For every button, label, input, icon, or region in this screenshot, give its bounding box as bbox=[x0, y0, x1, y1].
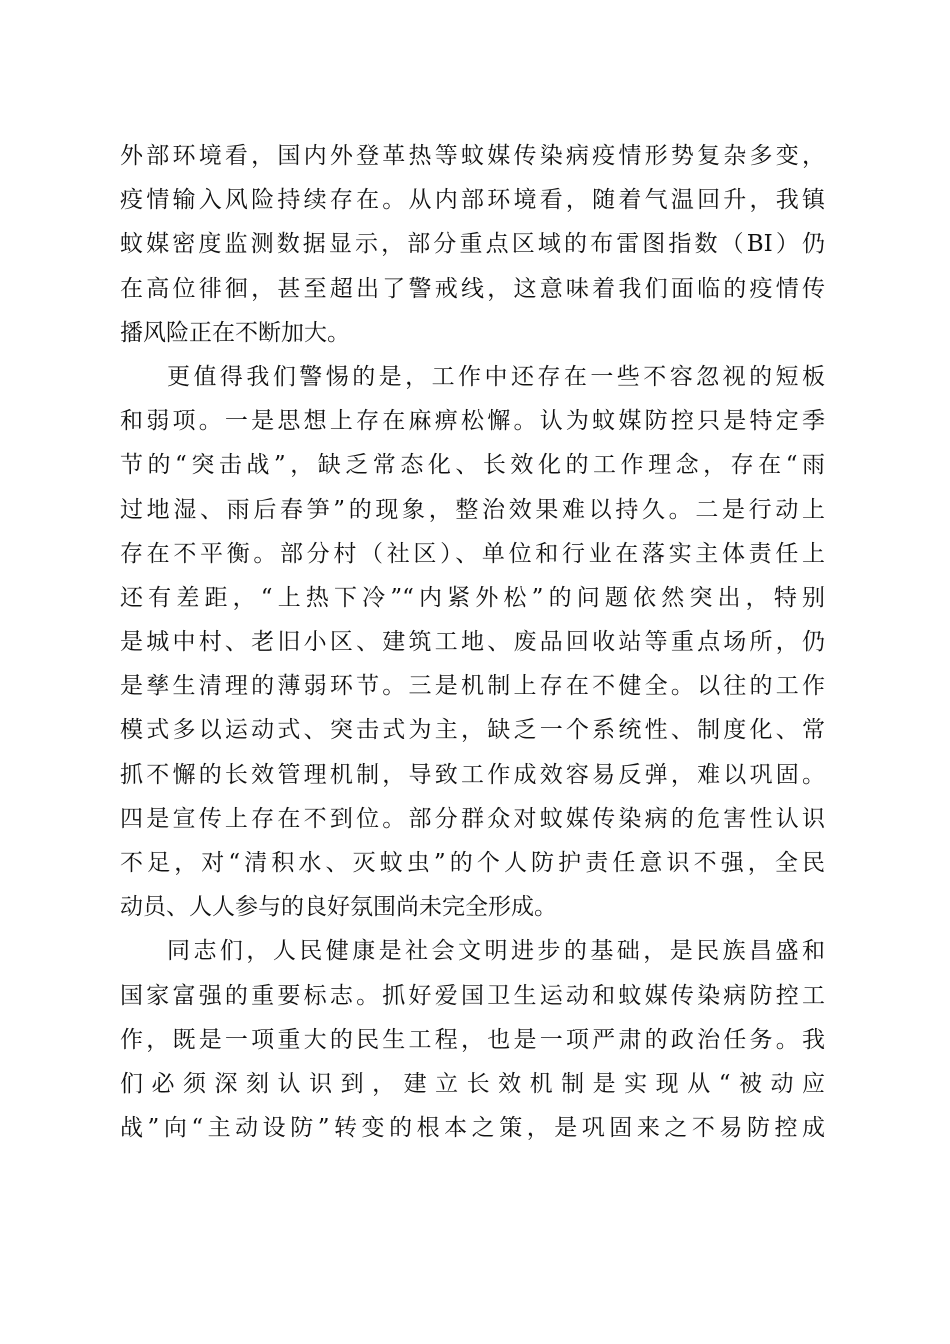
paragraph-line: 模式多以运动式、突击式为主，缺乏一个系统性、制度化、常 bbox=[120, 717, 825, 744]
paragraph-line: 动员、人人参与的良好氛围尚未完全形成。 bbox=[120, 894, 557, 921]
paragraph-line: 国家富强的重要标志。抓好爱国卫生运动和蚊媒传染病防控工 bbox=[120, 982, 825, 1009]
paragraph-line: 不足，对“清积水、灭蚊虫”的个人防护责任意识不强，全民 bbox=[120, 850, 825, 876]
paragraph-line: 同志们，人民健康是社会文明进步的基础，是民族昌盛和 bbox=[167, 938, 825, 965]
paragraph-line: 节的“突击战”，缺乏常态化、长效化的工作理念，存在“雨 bbox=[120, 452, 825, 479]
paragraph-line: 四是宣传上存在不到位。部分群众对蚊媒传染病的危害性认识 bbox=[120, 805, 825, 832]
paragraph-line: 在高位徘徊，甚至超出了警戒线，这意味着我们面临的疫情传 bbox=[120, 275, 825, 302]
paragraph-line: 是孳生清理的薄弱环节。三是机制上存在不健全。以往的工作 bbox=[120, 673, 825, 700]
paragraph-line: 还有差距，“上热下冷”“内紧外松”的问题依然突出，特别 bbox=[120, 584, 825, 611]
paragraph-line: 作，既是一项重大的民生工程，也是一项严肃的政治任务。我 bbox=[120, 1026, 825, 1053]
paragraph-line: 疫情输入风险持续存在。从内部环境看，随着气温回升，我镇 bbox=[120, 187, 825, 214]
paragraph-line: 外部环境看，国内外登革热等蚊媒传染病疫情形势复杂多变， bbox=[120, 143, 825, 169]
paragraph-line: 播风险正在不断加大。 bbox=[120, 319, 350, 346]
paragraph-line: 存在不平衡。部分村（社区）、单位和行业在落实主体责任上 bbox=[120, 540, 825, 567]
document-body bbox=[120, 134, 825, 1150]
paragraph-line: 更值得我们警惕的是，工作中还存在一些不容忽视的短板 bbox=[167, 363, 825, 390]
paragraph-3 bbox=[120, 929, 825, 1150]
paragraph-line: 战”向“主动设防”转变的根本之策，是巩固来之不易防控成 bbox=[120, 1115, 825, 1142]
paragraph-line: 过地湿、雨后春笋”的现象，整治效果难以持久。二是行动上 bbox=[120, 496, 825, 523]
paragraph-line: 和弱项。一是思想上存在麻痹松懈。认为蚊媒防控只是特定季 bbox=[120, 408, 825, 435]
paragraph-line: 们必须深刻认识到，建立长效机制是实现从“被动应 bbox=[120, 1070, 825, 1097]
paragraph-line: 抓不懈的长效管理机制，导致工作成效容易反弹，难以巩固。 bbox=[120, 761, 825, 788]
paragraph-line: 蚊媒密度监测数据显示，部分重点区域的布雷图指数（BI）仍 bbox=[120, 231, 825, 258]
paragraph-2 bbox=[120, 355, 825, 929]
paragraph-line: 是城中村、老旧小区、建筑工地、废品回收站等重点场所，仍 bbox=[120, 629, 825, 656]
paragraph-1 bbox=[120, 134, 825, 355]
